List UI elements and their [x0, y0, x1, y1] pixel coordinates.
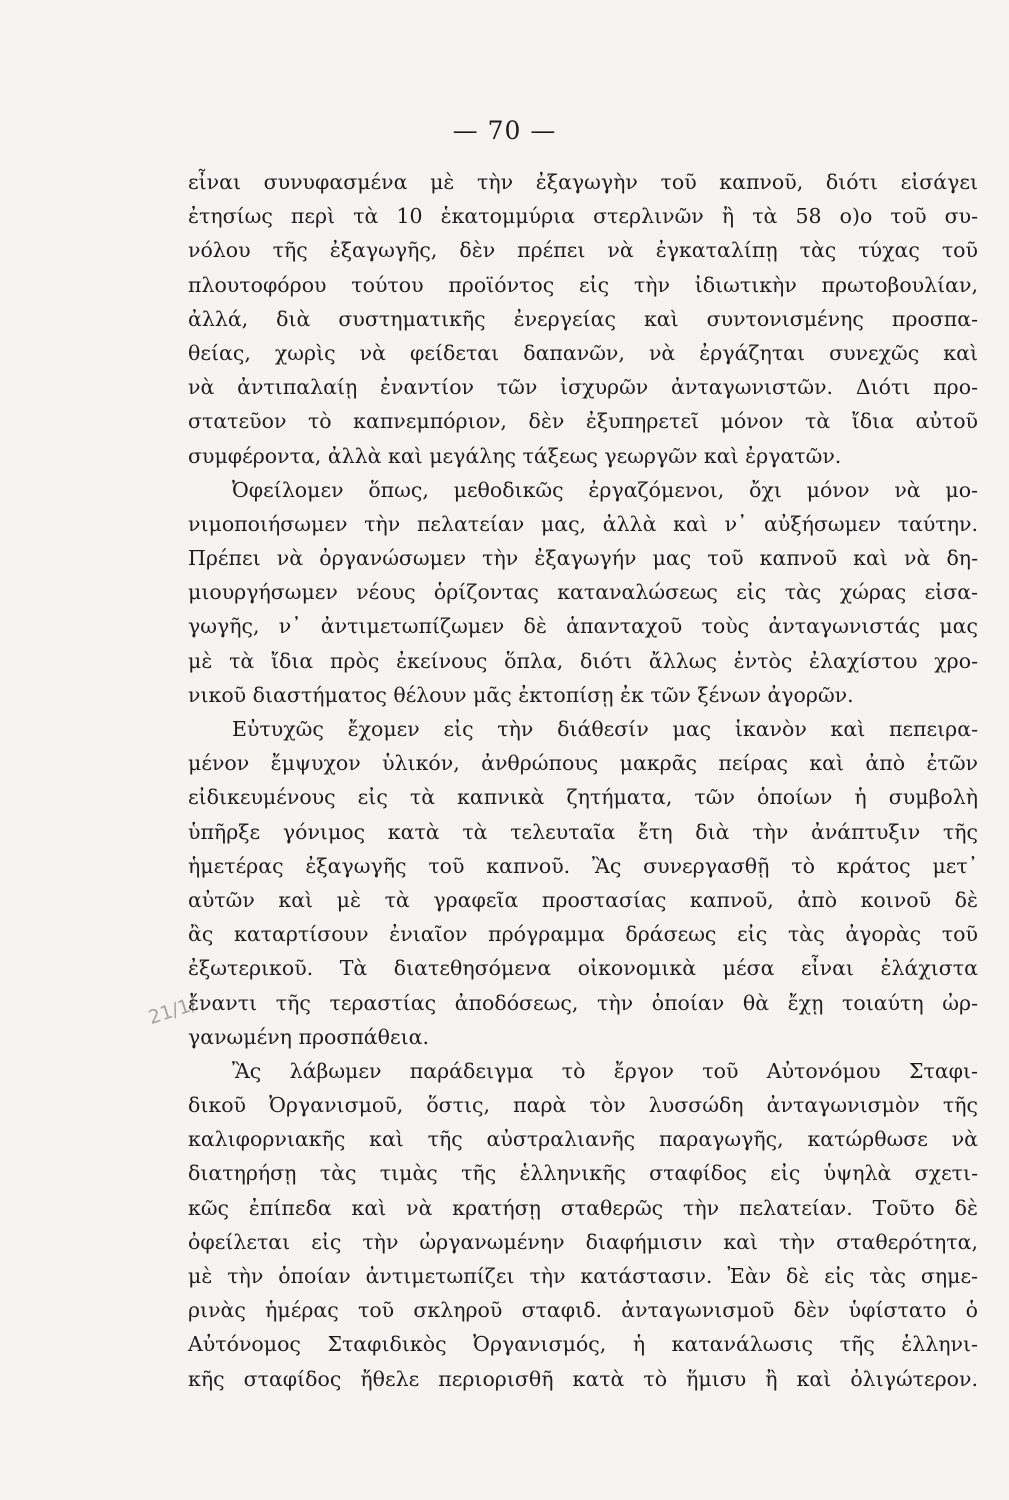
text-line: ἡμετέρας ἐξαγωγῆς τοῦ καπνοῦ. Ἂς συνεργασθῇ τὸ κράτος μετ᾽	[188, 853, 978, 878]
text-line: νὰ ἀντιπαλαίῃ ἐναντίον τῶν ἰσχυρῶν ἀνταγωνιστῶν. Διότι προ-	[188, 375, 978, 400]
text-line: θείας, χωρὶς νὰ φείδεται δαπανῶν, νὰ ἐργάζηται συνεχῶς καὶ	[188, 340, 978, 365]
text-line: εἶναι συνυφασμένα μὲ τὴν ἐξαγωγὴν τοῦ καπνοῦ, διότι εἰσάγει	[188, 170, 978, 194]
text-line: γανωμένη προσπάθεια.	[188, 1024, 430, 1049]
text-line: γωγῆς, ν᾽ ἀντιμετωπίζωμεν δὲ ἁπανταχοῦ τοὺς ἀνταγωνιστάς μας	[188, 614, 978, 639]
text-line: εἰδικευμένους εἰς τὰ καπνικὰ ζητήματα, τῶν ὁποίων ἡ συμβολὴ	[188, 785, 978, 810]
text-line: μένον ἔμψυχον ὑλικόν, ἀνθρώπους μακρᾶς πείρας καὶ ἀπὸ ἐτῶν	[188, 751, 978, 776]
page-number: — 70 —	[452, 116, 557, 145]
text-line: καλιφορνιακῆς καὶ τῆς αὐστραλιανῆς παραγωγῆς, κατώρθωσε νὰ	[188, 1127, 978, 1152]
text-line: στατεῦον τὸ καπνεμπόριον, δὲν ἐξυπηρετεῖ μόνον τὰ ἴδια αὐτοῦ	[188, 409, 978, 434]
text-line: μὲ τὰ ἴδια πρὸς ἐκείνους ὅπλα, διότι ἄλλως ἐντὸς ἐλαχίστου χρο-	[188, 648, 978, 673]
text-line: διατηρήσῃ τὰς τιμὰς τῆς ἑλληνικῆς σταφίδος εἰς ὑψηλὰ σχετι-	[188, 1161, 978, 1186]
text-line: μιουργήσωμεν νέους ὁρίζοντας καταναλώσεως εἰς τὰς χώρας εἰσα-	[188, 580, 978, 605]
text-line: ἐτησίως περὶ τὰ 10 ἑκατομμύρια στερλινῶν ἢ τὰ 58 ο)ο τοῦ συ-	[188, 204, 978, 229]
paragraph-first-line: Ὀφείλομεν ὅπως, μεθοδικῶς ἐργαζόμενοι, ὄχι μόνον νὰ μο-	[232, 477, 978, 502]
paragraph-first-line: Ἂς λάβωμεν παράδειγμα τὸ ἔργον τοῦ Αὐτονόμου Σταφι-	[232, 1058, 978, 1083]
text-line: ὀφείλεται εἰς τὴν ὠργανωμένην διαφήμισιν καὶ τὴν σταθερότητα,	[188, 1229, 978, 1254]
text-line: ἐξωτερικοῦ. Τὰ διατεθησόμενα οἰκονομικὰ μέσα εἶναι ἐλάχιστα	[188, 956, 978, 981]
text-line: νικοῦ διαστήματος θέλουν μᾶς ἐκτοπίσῃ ἐκ τῶν ξένων ἀγορῶν.	[188, 682, 854, 707]
text-line: Πρέπει νὰ ὀργανώσωμεν τὴν ἐξαγωγήν μας τοῦ καπνοῦ καὶ νὰ δη-	[188, 546, 978, 571]
text-line: ἔναντι τῆς τεραστίας ἀποδόσεως, τὴν ὁποίαν θὰ ἔχῃ τοιαύτη ὠρ-	[188, 990, 978, 1015]
text-line: ὑπῆρξε γόνιμος κατὰ τὰ τελευταῖα ἔτη διὰ τὴν ἀνάπτυξιν τῆς	[188, 819, 978, 844]
text-line: μὲ τὴν ὁποίαν ἀντιμετωπίζει τὴν κατάστασιν. Ἐὰν δὲ εἰς τὰς σημε-	[188, 1264, 978, 1288]
text-line: ἂς καταρτίσουν ἐνιαῖον πρόγραμμα δράσεως εἰς τὰς ἀγορὰς τοῦ	[188, 922, 978, 947]
text-line: πλουτοφόρου τούτου προϊόντος εἰς τὴν ἰδιωτικὴν πρωτοβουλίαν,	[188, 272, 978, 297]
text-line: ρινὰς ἡμέρας τοῦ σκληροῦ σταφιδ. ἀνταγωνισμοῦ δὲν ὑφίστατο ὁ	[188, 1298, 978, 1323]
text-line: αὐτῶν καὶ μὲ τὰ γραφεῖα προστασίας καπνοῦ, ἀπὸ κοινοῦ δὲ	[188, 887, 978, 912]
text-line: κῆς σταφίδος ἤθελε περιορισθῆ κατὰ τὸ ἥμισυ ἢ καὶ ὀλιγώτερον.	[188, 1366, 978, 1391]
text-line: συμφέροντα, ἀλλὰ καὶ μεγάλης τάξεως γεωργῶν καὶ ἐργατῶν.	[188, 443, 842, 468]
paragraph-first-line: Εὐτυχῶς ἔχομεν εἰς τὴν διάθεσίν μας ἱκανὸν καὶ πεπειρα-	[232, 717, 978, 741]
text-line: Αὐτόνομος Σταφιδικὸς Ὀργανισμός, ἡ κατανάλωσις τῆς ἑλληνι-	[188, 1332, 978, 1357]
handwritten-margin-note: 21/1/	[145, 992, 200, 1030]
body-text	[188, 165, 978, 1396]
text-line: δικοῦ Ὀργανισμοῦ, ὅστις, παρὰ τὸν λυσσώδη ἀνταγωνισμὸν τῆς	[188, 1093, 978, 1118]
text-line: νιμοποιήσωμεν τὴν πελατείαν μας, ἀλλὰ καὶ ν᾽ αὐξήσωμεν ταύτην.	[188, 511, 978, 536]
text-line: ἀλλά, διὰ συστηματικῆς ἐνεργείας καὶ συντονισμένης προσπα-	[188, 306, 978, 331]
text-line: νόλου τῆς ἐξαγωγῆς, δὲν πρέπει νὰ ἐγκαταλίπῃ τὰς τύχας τοῦ	[188, 238, 978, 263]
text-line: κῶς ἐπίπεδα καὶ νὰ κρατήσῃ σταθερῶς τὴν πελατείαν. Τοῦτο δὲ	[188, 1195, 978, 1220]
